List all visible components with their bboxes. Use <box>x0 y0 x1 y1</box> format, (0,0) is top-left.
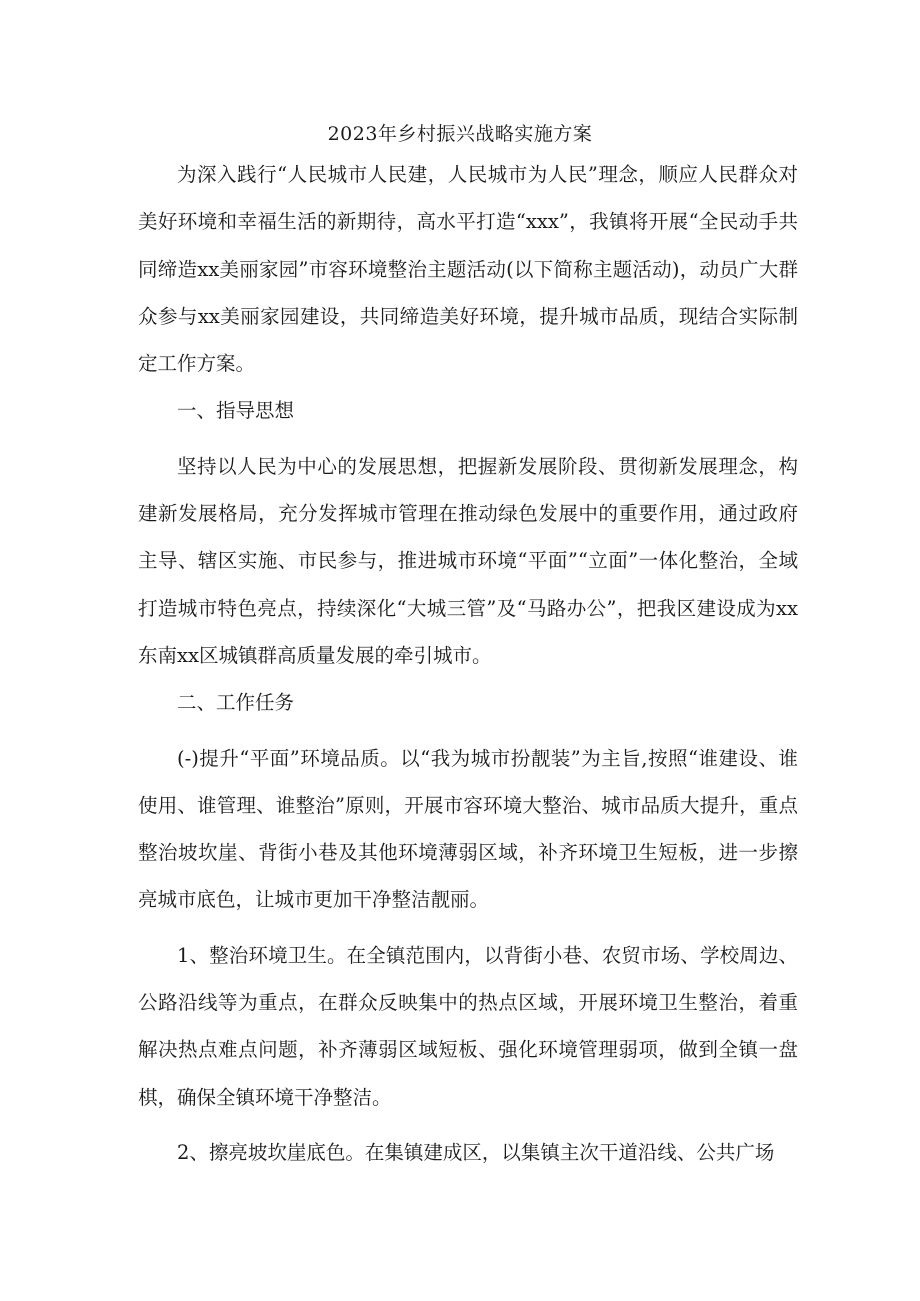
document-title: 2023年乡村振兴战略实施方案 <box>327 123 593 145</box>
section-heading-guiding-ideology: 一、指导思想 <box>177 399 295 423</box>
paragraph-item-2: 2、擦亮坡坎崖底色。在集镇建成区，以集镇主次干道沿线、公共广场 <box>177 1140 775 1164</box>
paragraph-item-1: 1、整治环境卫生。在全镇范围内，以背街小巷、农贸市场、学校周边、公路沿线等为重点，在群众反映集中的热点区域，开展环境卫生整治，着重解决热点难点问题，补齐薄弱区域短板、强化环境管理弱项，做到全镇一盘棋，确保全镇环境干净整洁。 <box>138 943 798 1109</box>
paragraph-intro: 为深入践行“人民城市人民建，人民城市为人民”理念，顺应人民群众对美好环境和幸福生活的新期待，高水平打造“xxx”，我镇将开展“全民动手共同缔造xx美丽家园”市容环境整治主题活动(以下简称主题活动)，动员广大群众参与xx美丽家园建设，共同缔造美好环境，提升城市品质，现结合实际制定工作方案。 <box>138 163 798 376</box>
section-heading-work-tasks: 二、工作任务 <box>177 691 295 715</box>
paragraph-task-one: (-)提升“平面”环境品质。以“我为城市扮靓装”为主旨,按照“谁建设、谁使用、谁管理、谁整治”原则，开展市容环境大整治、城市品质大提升，重点整治坡坎崖、背街小巷及其他环境薄弱区域，补齐环境卫生短板，进一步擦亮城市底色，让城市更加干净整洁靓丽。 <box>138 746 798 912</box>
paragraph-guiding-ideology: 坚持以人民为中心的发展思想，把握新发展阶段、贯彻新发展理念，构建新发展格局，充分发挥城市管理在推动绿色发展中的重要作用，通过政府主导、辖区实施、市民参与，推进城市环境“平面”“立面”一体化整治，全域打造城市特色亮点，持续深化“大城三管”及“马路办公”，把我区建设成为xx东南xx区城镇群高质量发展的牵引城市。 <box>138 454 798 667</box>
document-body <box>138 151 798 1176</box>
